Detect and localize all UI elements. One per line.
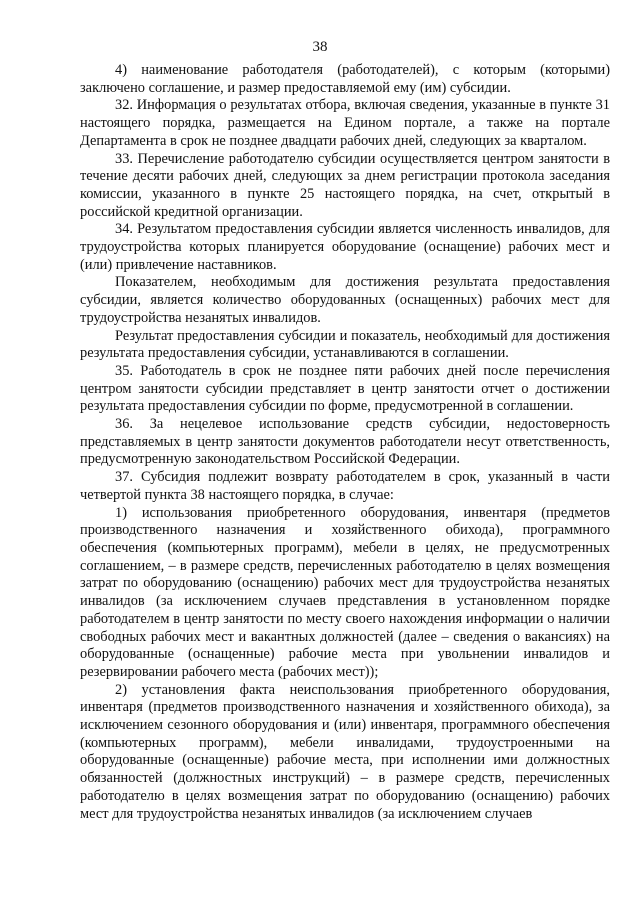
paragraph-36: 36. За нецелевое использование средств субсидии, недостоверность представляемых в центр занятости документов работодатели несут ответственность, предусмотренную законодательством Российской Федерации. <box>80 416 610 468</box>
paragraph-34-agreement: Результат предоставления субсидии и показатель, необходимый для достижения результата предоставления субсидии, устанавливаются в соглашении. <box>80 327 610 362</box>
paragraph-item-4: 4) наименование работодателя (работодателей), с которым (которыми) заключено соглашение, и размер предоставляемой ему (им) субсидии. <box>80 62 610 96</box>
paragraph-34: 34. Результатом предоставления субсидии является численность инвалидов, для трудоустройства которых планируется оборудование (оснащение) рабочих мест и (или) привлечение наставников. <box>80 221 610 273</box>
paragraph-34-indicator: Показателем, необходимым для достижения результата предоставления субсидии, является количество оборудованных (оснащенных) рабочих мест для трудоустройства незанятых инвалидов. <box>80 274 610 326</box>
paragraph-37: 37. Субсидия подлежит возврату работодателем в срок, указанный в части четвертой пункта 38 настоящего порядка, в случае: <box>80 469 610 503</box>
paragraph-33: 33. Перечисление работодателю субсидии осуществляется центром занятости в течение десяти рабочих дней, следующих за днем регистрации протокола заседания комиссии, указанного в пункте 25 настоящего порядка, на счет, открытый в российской кредитной организации. <box>80 150 610 220</box>
paragraph-37-item-1: 1) использования приобретенного оборудования, инвентаря (предметов производственного назначения и хозяйственного обихода), программного обеспечения (компьютерных программ), мебели в целях, не предусмотренных соглашением, – в размере средств, перечисленных работодателю в целях возмещения затрат по оборудованию (оснащению) рабочих мест для трудоустройства незанятых инвалидов (за исключением случаев представления в установленном порядке работодателем в центр занятости по месту своего нахождения информации о наличии свободных рабочих мест и вакантных должностей (далее – сведения о вакансиях) на оборудованные (оснащенные) рабочие места при увольнении инвалидов и резервировании рабочего места (рабочих мест)); <box>80 504 610 680</box>
paragraph-37-item-2: 2) установления факта неиспользования приобретенного оборудования, инвентаря (предметов производственного назначения и хозяйственного обихода), за исключением сезонного оборудования и (или) инвентаря, программного обеспечения (компьютерных программ), мебели инвалидами, трудоустроенными на оборудованные (оснащенные) рабочие места, при исполнении ими должностных обязанностей (должностных инструкций) – в размере средств, перечисленных работодателю в целях возмещения затрат по оборудованию (оснащению) рабочих мест для трудоустройства незанятых инвалидов (за исключением случаев <box>80 681 610 822</box>
paragraph-32: 32. Информация о результатах отбора, включая сведения, указанные в пункте 31 настоящего порядка, размещается на Едином портале, а также на портале Департамента в срок не позднее двадцати рабочих дней, следующих за кварталом. <box>80 97 610 149</box>
document-body <box>80 62 610 823</box>
paragraph-35: 35. Работодатель в срок не позднее пяти рабочих дней после перечисления центром занятости субсидии представляет в центр занятости отчет о достижении результата предоставления субсидии по форме, предусмотренной в соглашении. <box>80 362 610 415</box>
page-number: 38 <box>312 39 328 55</box>
